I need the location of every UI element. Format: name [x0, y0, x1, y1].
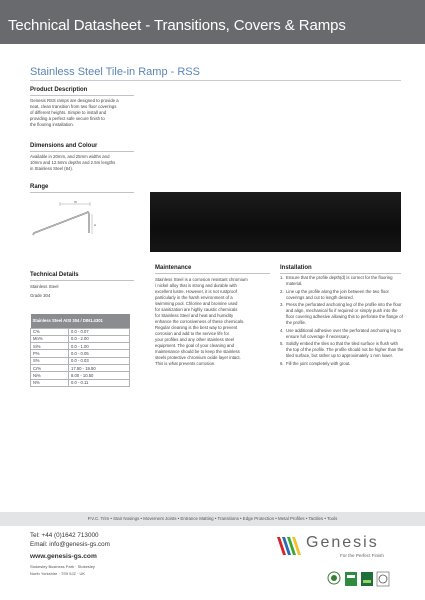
maintenance-line: swimming pool. Chlorine and bromine used — [155, 301, 238, 306]
genesis-logo-icon — [275, 533, 305, 557]
description-line: the flooring installation. — [30, 122, 74, 127]
description-line: of different heights. Simple to install and — [30, 110, 107, 115]
iso-badge-icon — [376, 570, 390, 588]
table-row — [31, 372, 130, 379]
value-cell: 8.00 - 10.50 — [69, 372, 130, 379]
element-cell: S% — [31, 357, 69, 364]
list-item — [280, 328, 404, 340]
ramp-profile-drawing — [30, 200, 105, 240]
element-cell: Cr% — [31, 364, 69, 371]
step-number: 2. — [280, 288, 284, 294]
dimensions-line: Available in 20mm, and 25mm widths and — [30, 154, 110, 159]
step-text: Fill the joint completely with grout. — [286, 360, 351, 366]
list-item — [280, 302, 404, 326]
step-text: Solidly embed the tiles so that the tiled surface is flush with the top of the profile. The profile should not be higher than the tiled surface, but rather up to approximately 1 mm lower. — [286, 341, 404, 358]
title-divider — [30, 80, 401, 81]
dimension-h-label: H — [94, 223, 97, 227]
dimensions-divider — [30, 151, 134, 152]
element-cell: Si% — [31, 343, 69, 350]
step-text: Use additional adhesive over the perforated anchoring leg to ensure full coverage if necessary. — [286, 327, 401, 339]
element-cell: N% — [31, 379, 69, 386]
range-divider — [30, 192, 134, 193]
contact-tel: Tel: +44 (0)1642 713000 — [30, 532, 99, 539]
step-text: Line up the profile along the join between the two floor coverings and cut to length desired. — [286, 288, 389, 300]
maintenance-line: enhance the corrosiveness of these chemicals. — [155, 319, 245, 324]
maintenance-line: corrosion and add to the service life for — [155, 331, 230, 336]
dimension-w-label: W — [74, 200, 77, 204]
page-title: Technical Datasheet - Transitions, Covers & Ramps — [8, 17, 346, 34]
table-row — [31, 335, 130, 342]
table-row — [31, 364, 130, 371]
address-line-2: North Yorkshire · TS9 5JZ · UK — [30, 571, 86, 576]
value-cell: 0.0 - 1.00 — [69, 343, 130, 350]
maintenance-line: steels protective chromium oxide layer intact. — [155, 355, 241, 360]
maintenance-line: your profiles and any other stainless steel — [155, 337, 235, 342]
step-number: 5. — [280, 341, 284, 346]
element-cell: C% — [31, 328, 69, 335]
accreditation-badge-icon — [344, 570, 358, 588]
table-row — [31, 343, 130, 350]
maintenance-divider — [155, 273, 270, 274]
description-line: neat, clean transition from two floor coverings — [30, 104, 117, 109]
maintenance-line: for sanitization are highly caustic chemicals — [155, 307, 238, 312]
address-line-1: Stokesley Business Park · Stokesley — [30, 564, 95, 569]
step-number: 4. — [280, 327, 284, 333]
value-cell: 0.0 - 0.07 — [69, 328, 130, 335]
table-row — [31, 328, 130, 335]
header-band — [0, 0, 425, 44]
description-line: Genesis RSS ramps are designed to provide a — [30, 98, 119, 103]
product-categories-bar: P.V.C. Trim • Stair Nosings • Movement Joints • Entrance Matting • Transitions • Edge Protection • Metal Profiles • Tactiles • Tools — [0, 512, 425, 526]
element-cell: Ni% — [31, 372, 69, 379]
dimensions-heading: Dimensions and Colour — [30, 143, 98, 149]
element-cell: Mn% — [31, 335, 69, 342]
step-text: Press the perforated anchoring leg of the profile into the floor and align, mechanical fix if required or simply push into the floor covering adhesive allowing this to perforate the flange of the profile. — [286, 302, 403, 325]
product-photo-shade — [150, 192, 401, 252]
dimensions-text — [30, 154, 140, 172]
installation-heading: Installation — [280, 265, 312, 271]
maintenance-line: Regular cleaning is the best way to prevent — [155, 325, 238, 330]
list-item — [280, 275, 404, 287]
value-cell: 0.0 - 0.11 — [69, 379, 130, 386]
maintenance-heading: Maintenance — [155, 265, 192, 271]
dimensions-line: in Stainless Steel (84). — [30, 166, 73, 171]
description-line: providing a perfect safe secure finish to — [30, 116, 105, 121]
technical-grade: Grade 304 — [30, 293, 51, 298]
step-number: 6. — [280, 360, 284, 366]
installation-steps — [280, 275, 404, 368]
description-text — [30, 98, 140, 128]
maintenance-line: maintenance should be to keep the stainless — [155, 349, 240, 354]
step-number: 3. — [280, 302, 284, 307]
composition-table — [30, 314, 130, 387]
maintenance-line: equipment. The goal of your cleaning and — [155, 343, 234, 348]
product-photo-panel — [150, 192, 401, 252]
product-title: Stainless Steel Tile-in Ramp - RSS — [30, 66, 200, 78]
maintenance-line: Stainless Steel is a corrosion resistant chromium — [155, 277, 248, 282]
step-text: Ensure that the profile depth(d) is correct for the flooring material. — [286, 275, 393, 286]
value-cell: 17.50 - 19.50 — [69, 364, 130, 371]
technical-material: Stainless Steel — [30, 284, 59, 289]
maintenance-text — [155, 277, 275, 367]
logo-wordmark: Genesis — [306, 534, 379, 551]
list-item — [280, 289, 404, 301]
quality-badge-icon — [360, 570, 374, 588]
maintenance-line: for Stainless Steel and heat and humidity — [155, 313, 234, 318]
logo-tagline: For the Perfect Finish — [340, 553, 384, 558]
description-divider — [30, 95, 134, 96]
maintenance-line: This is what prevents corrosion. — [155, 361, 216, 366]
maintenance-line: excellent lustre. However, it is not rustproof — [155, 289, 237, 294]
value-cell: 0.0 - 0.05 — [69, 350, 130, 357]
installation-divider — [280, 273, 401, 274]
step-number: 1. — [280, 275, 284, 280]
technical-divider — [30, 280, 134, 281]
table-row — [31, 357, 130, 364]
description-heading: Product Description — [30, 87, 88, 93]
list-item — [280, 341, 404, 359]
range-heading: Range — [30, 184, 49, 190]
dimensions-line: 10mm and 12.5mm depths and 2.5m lengths — [30, 160, 116, 165]
maintenance-line: / nickel alloy that is strong and durable with — [155, 283, 237, 288]
composition-table-header: Stainless Steel AISI 304 / DIN1.4301 — [31, 314, 130, 328]
technical-heading: Technical Details — [30, 272, 79, 278]
maintenance-line: particularly in the harsh environment of a — [155, 295, 233, 300]
contact-email[interactable]: Email: info@genesis-gs.com — [30, 541, 110, 548]
element-cell: P% — [31, 350, 69, 357]
value-cell: 0.0 - 0.03 — [69, 357, 130, 364]
certification-badge-icon — [327, 570, 341, 588]
table-row — [31, 350, 130, 357]
list-item — [280, 361, 404, 367]
table-row — [31, 379, 130, 386]
value-cell: 0.0 - 2.00 — [69, 335, 130, 342]
website-link[interactable]: www.genesis-gs.com — [30, 553, 97, 560]
